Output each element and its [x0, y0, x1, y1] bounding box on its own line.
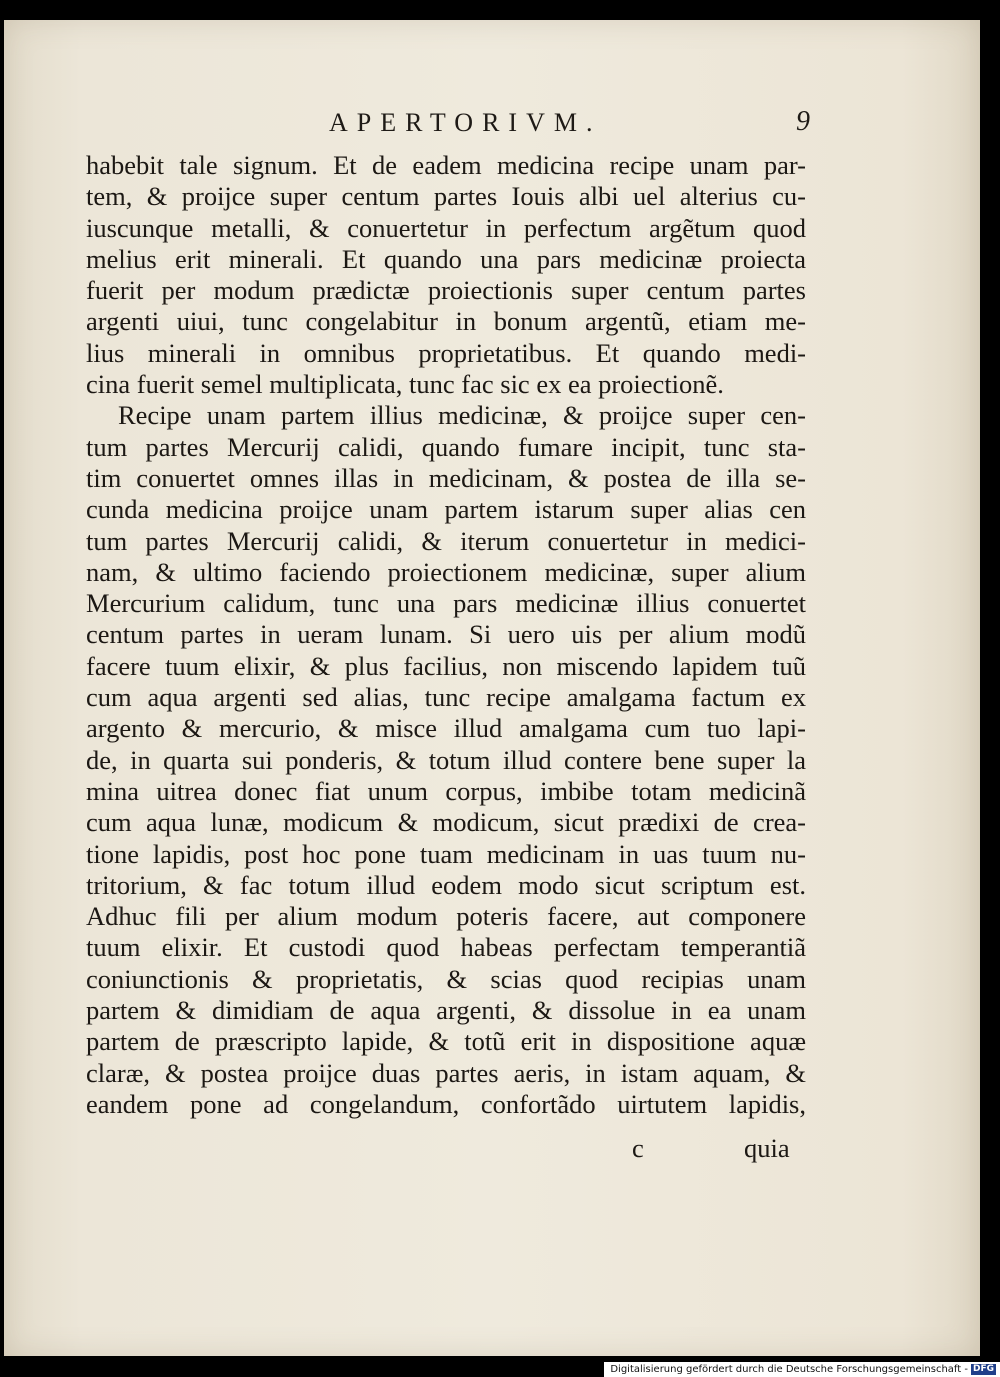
text-line: argenti uiui, tunc congelabitur in bonum argentũ, etiam me- [86, 306, 806, 337]
text-line: coniunctionis & proprietatis, & scias quod recipias unam [86, 963, 806, 994]
text-line: lius minerali in omnibus proprietatibus. Et quando medi- [86, 337, 806, 368]
text-line: nam, & ultimo faciendo proiectionem medicinæ, super alium [86, 556, 806, 587]
text-line: habebit tale signum. Et de eadem medicina recipe unam par- [86, 150, 806, 180]
text-line: tuum elixir. Et custodi quod habeas perfectam temperantiã [86, 932, 806, 963]
text-line: tum partes Mercurij calidi, & iterum conuertetur in medici- [86, 525, 806, 556]
body-text [86, 150, 806, 1120]
text-line: Mercurium calidum, tunc una pars medicinæ illius conuertet [86, 588, 806, 619]
text-line: mina uitrea donec fiat unum corpus, imbibe totam medicinã [86, 775, 806, 806]
page-header [329, 108, 829, 148]
paragraph-start-line: Recipe unam partem illius medicinæ, & proijce super cen- [118, 400, 806, 431]
text-line: cum aqua argenti sed alias, tunc recipe amalgama factum ex [86, 682, 806, 713]
text-line: centum partes in ueram lunam. Si uero uis per alium modũ [86, 619, 806, 650]
text-line: facere tuum elixir, & plus facilius, non miscendo lapidem tuũ [86, 650, 806, 681]
text-line: tritorium, & fac totum illud eodem modo sicut scriptum est. [86, 869, 806, 900]
text-line: iuscunque metalli, & conuertetur in perfectum argẽtum quod [86, 212, 806, 243]
digitization-credit [604, 1362, 1000, 1377]
text-line: cina fuerit semel multiplicata, tunc fac sic ex ea proiectionẽ. [86, 369, 724, 400]
text-line: tem, & proijce super centum partes Iouis albi uel alterius cu- [86, 181, 806, 212]
catchword: quia [744, 1133, 790, 1163]
credit-text: Digitalisierung gefördert durch die Deutsche Forschungsgemeinschaft - [610, 1364, 968, 1375]
text-line: argento & mercurio, & misce illud amalgama cum tuo lapi- [86, 713, 806, 744]
text-line: Adhuc fili per alium modum poteris facere, aut componere [86, 901, 806, 932]
text-line: partem & dimidiam de aqua argenti, & dissolue in ea unam [86, 995, 806, 1026]
signature-mark: c [632, 1133, 644, 1163]
text-line: cunda medicina proijce unam partem istarum super alias cen [86, 494, 806, 525]
dfg-logo: DFG [972, 1363, 994, 1374]
book-page [4, 20, 980, 1356]
text-line: tione lapidis, post hoc pone tuam medicinam in uas tuum nu- [86, 838, 806, 869]
running-head: APERTORIVM. [329, 108, 602, 137]
text-line: de, in quarta sui ponderis, & totum illud contere bene super la [86, 744, 806, 775]
text-line: eandem pone ad congelandum, confortãdo uirtutem lapidis, [86, 1088, 806, 1119]
text-line: melius erit minerali. Et quando una pars medicinæ proiecta [86, 243, 806, 274]
text-line: fuerit per modum prædictæ proiectionis super centum partes [86, 275, 806, 306]
text-line: partem de præscripto lapide, & totũ erit in dispositione aquæ [86, 1026, 806, 1057]
text-line: claræ, & postea proijce duas partes aeris, in istam aquam, & [86, 1057, 806, 1088]
text-line: cum aqua lunæ, modicum & modicum, sicut prædixi de crea- [86, 807, 806, 838]
text-line: tum partes Mercurij calidi, quando fumare incipit, tunc sta- [86, 431, 806, 462]
page-footer [86, 1133, 806, 1165]
text-line: tim conuertet omnes illas in medicinam, & postea de illa se- [86, 462, 806, 493]
page-number: 9 [796, 106, 810, 137]
